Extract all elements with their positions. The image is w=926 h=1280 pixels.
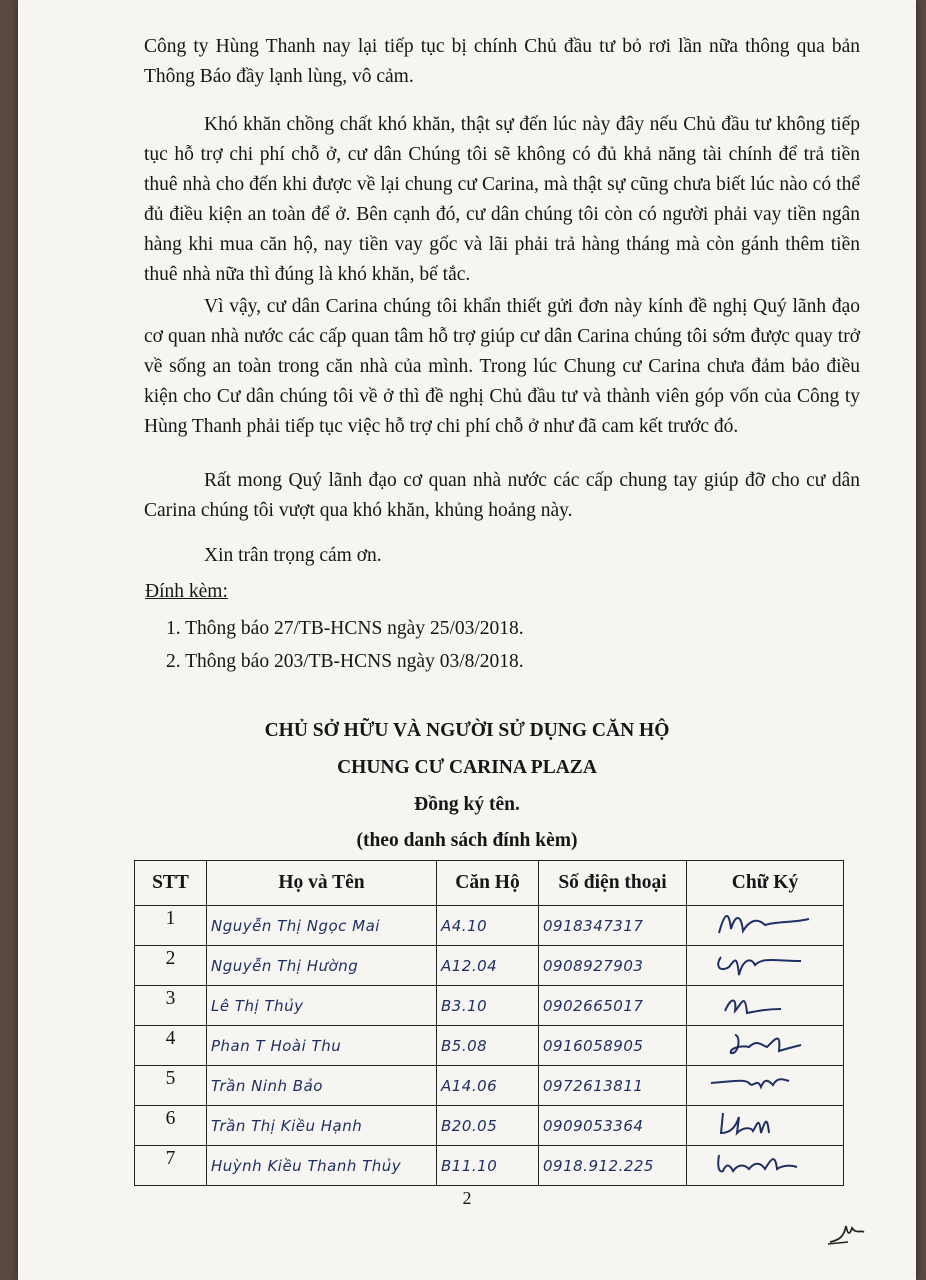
row-signature xyxy=(687,1146,844,1186)
paragraph-2: Khó khăn chồng chất khó khăn, thật sự đến lúc này đây nếu Chủ đầu tư không tiếp tục hỗ trợ chi phí chỗ ở, cư dân Chúng tôi sẽ không có đủ khả năng tài chính để trả tiền thuê nhà cho đến khi được về lại chung cư Carina, mà thật sự cũng chưa biết lúc nào có thể đủ điều kiện an toàn để ở. Bên cạnh đó, cư dân chúng tôi còn có người phải vay tiền ngân hàng khi mua căn hộ, nay tiền vay gốc và lãi phải trả hàng tháng mà còn gánh thêm tiền thuê nhà nữa thì đúng là khó khăn, bế tắc. xyxy=(144,114,860,285)
row-name: Trần Thị Kiều Hạnh xyxy=(207,1106,437,1146)
table-row xyxy=(135,986,844,1026)
paragraph-1: Công ty Hùng Thanh nay lại tiếp tục bị chính Chủ đầu tư bỏ rơi lần nữa thông qua bản Thông Báo đầy lạnh lùng, vô cảm. xyxy=(144,36,860,87)
row-stt: 7 xyxy=(135,1146,207,1186)
attachment-item-2: 2. Thông báo 203/TB-HCNS ngày 03/8/2018. xyxy=(166,651,524,672)
header-name: Họ và Tên xyxy=(207,861,437,906)
row-phone: 0902665017 xyxy=(539,986,687,1026)
handwritten-signature xyxy=(705,1107,825,1139)
row-phone: 0916058905 xyxy=(539,1026,687,1066)
row-name: Lê Thị Thủy xyxy=(207,986,437,1026)
table-row xyxy=(135,906,844,946)
header-stt: STT xyxy=(135,861,207,906)
attachment-item-1: 1. Thông báo 27/TB-HCNS ngày 25/03/2018. xyxy=(166,618,524,639)
handwritten-signature xyxy=(705,987,825,1019)
row-unit: A14.06 xyxy=(437,1066,539,1106)
row-phone: 0909053364 xyxy=(539,1106,687,1146)
row-name: Nguyễn Thị Hường xyxy=(207,946,437,986)
table-row xyxy=(135,1066,844,1106)
header-phone: Số điện thoại xyxy=(539,861,687,906)
row-unit: A4.10 xyxy=(437,906,539,946)
row-signature xyxy=(687,1026,844,1066)
row-signature xyxy=(687,1106,844,1146)
paragraph-3: Vì vậy, cư dân Carina chúng tôi khẩn thiết gửi đơn này kính đề nghị Quý lãnh đạo cơ quan nhà nước các cấp quan tâm hỗ trợ giúp cư dân Carina chúng tôi sớm được quay trở về sống an toàn trong căn nhà của mình. Trong lúc Chung cư Carina chưa đảm bảo điều kiện cho Cư dân chúng tôi về ở thì đề nghị Chủ đầu tư và thành viên góp vốn của Công ty Hùng Thanh phải tiếp tục việc hỗ trợ chi phí chỗ ở như đã cam kết trước đó. xyxy=(144,296,860,437)
handwritten-signature xyxy=(705,947,825,979)
row-name: Phan T Hoài Thu xyxy=(207,1026,437,1066)
page-number: 2 xyxy=(462,1188,472,1208)
row-stt: 5 xyxy=(135,1066,207,1106)
table-row xyxy=(135,946,844,986)
signatories-heading-1: CHỦ SỞ HỮU VÀ NGƯỜI SỬ DỤNG CĂN HỘ xyxy=(264,720,670,741)
row-unit: B20.05 xyxy=(437,1106,539,1146)
document-page xyxy=(18,0,916,1280)
row-name: Huỳnh Kiều Thanh Thủy xyxy=(207,1146,437,1186)
row-phone: 0918.912.225 xyxy=(539,1146,687,1186)
row-signature xyxy=(687,946,844,986)
row-unit: B11.10 xyxy=(437,1146,539,1186)
header-unit: Căn Hộ xyxy=(437,861,539,906)
attachments-title: Đính kèm: xyxy=(145,581,228,602)
row-phone: 0908927903 xyxy=(539,946,687,986)
page-initial-mark xyxy=(826,1214,876,1246)
signatories-heading-2: CHUNG CƯ CARINA PLAZA xyxy=(337,757,597,778)
row-unit: B5.08 xyxy=(437,1026,539,1066)
row-signature xyxy=(687,906,844,946)
handwritten-signature xyxy=(705,1067,825,1099)
cosign-note: (theo danh sách đính kèm) xyxy=(356,830,578,851)
header-signature: Chữ Ký xyxy=(687,861,844,906)
row-stt: 1 xyxy=(135,906,207,946)
row-phone: 0918347317 xyxy=(539,906,687,946)
table-row xyxy=(135,1106,844,1146)
signature-table xyxy=(134,860,844,1186)
table-row xyxy=(135,1146,844,1186)
row-name: Trần Ninh Bảo xyxy=(207,1066,437,1106)
row-phone: 0972613811 xyxy=(539,1066,687,1106)
row-name: Nguyễn Thị Ngọc Mai xyxy=(207,906,437,946)
handwritten-signature xyxy=(705,1147,825,1179)
row-stt: 3 xyxy=(135,986,207,1026)
table-row xyxy=(135,1026,844,1066)
row-stt: 2 xyxy=(135,946,207,986)
row-stt: 6 xyxy=(135,1106,207,1146)
cosign-label: Đồng ký tên. xyxy=(414,794,520,815)
handwritten-signature xyxy=(705,1027,825,1059)
paragraph-5: Xin trân trọng cám ơn. xyxy=(204,545,382,566)
handwritten-signature xyxy=(705,907,825,939)
row-stt: 4 xyxy=(135,1026,207,1066)
row-unit: B3.10 xyxy=(437,986,539,1026)
row-unit: A12.04 xyxy=(437,946,539,986)
table-header-row xyxy=(135,861,844,906)
paragraph-4: Rất mong Quý lãnh đạo cơ quan nhà nước các cấp chung tay giúp đỡ cho cư dân Carina chúng tôi vượt qua khó khăn, khủng hoảng này. xyxy=(144,470,860,521)
row-signature xyxy=(687,986,844,1026)
row-signature xyxy=(687,1066,844,1106)
